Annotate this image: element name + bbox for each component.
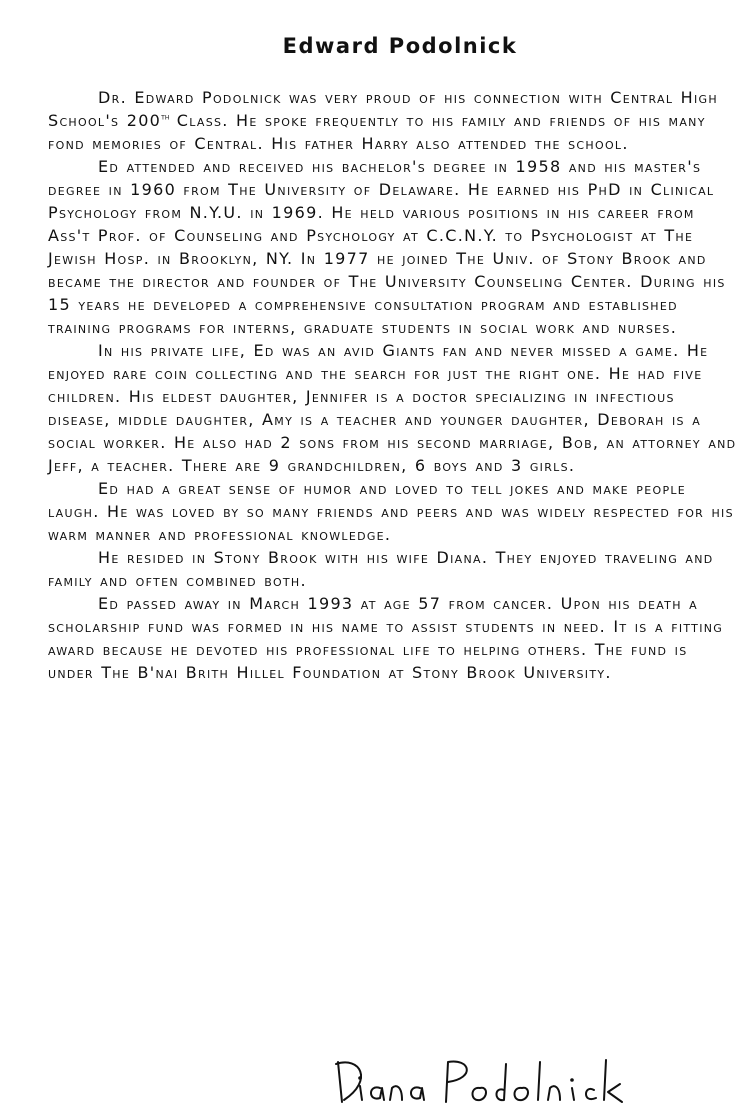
paragraph-humor: Ed had a great sense of humor and loved to tell jokes and make people laugh. He was loved by so many friends and peers and was widely respected for his warm manner and professional knowledge. [48,479,734,544]
paragraph-text: Dr. Edward Podolnick was very proud of his connection with Central High School's 200 [48,88,718,130]
paragraph-private-life: In his private life, Ed was an avid Giants fan and never missed a game. He enjoyed rare coin collecting and the search for just the right one. He had five children. His eldest daughter, Jennifer is a doctor specializing in infectious disease, middle daughter, Amy is a teacher and younger daughter, Deborah is a social worker. He also had 2 sons from his second marriage, Bob, an attorney and Jeff, a teacher. There are 9 grandchildren, 6 boys and 3 girls. [48,341,737,475]
paragraph-text: Class. He spoke frequently to his family and friends of his many fond memories of Central. His father Harry also attended the school. [48,111,706,153]
paragraph-education-career: Ed attended and received his bachelor's degree in 1958 and his master's degree in 1960 from The University of Delaware. He earned his PhD in Clinical Psychology from N.Y.U. in 1969. He held various positions in his career from Ass't Prof. of Counseling and Psychology at C.C.N.Y. to Psychologist at The Jewish Hosp. in Brooklyn, NY. In 1977 he joined The Univ. of Stony Brook and became the director and founder of The University Counseling Center. During his 15 years he developed a comprehensive consultation program and established training programs for interns, graduate students in social work and nurses. [48,157,726,337]
paragraph-central-high [48,86,738,155]
paragraph-residence: He resided in Stony Brook with his wife Diana. They enjoyed traveling and family and often combined both. [48,548,714,590]
handwritten-signature [330,1050,650,1110]
ordinal-suffix: th [161,112,170,123]
paragraph-scholarship: Ed passed away in March 1993 at age 57 from cancer. Upon his death a scholarship fund was formed in his name to assist students in need. It is a fitting award because he devoted his professional life to helping others. The fund is under The B'nai Brith Hillel Foundation at Stony Brook University. [48,594,724,682]
page-title: Edward Podolnick [282,34,518,58]
